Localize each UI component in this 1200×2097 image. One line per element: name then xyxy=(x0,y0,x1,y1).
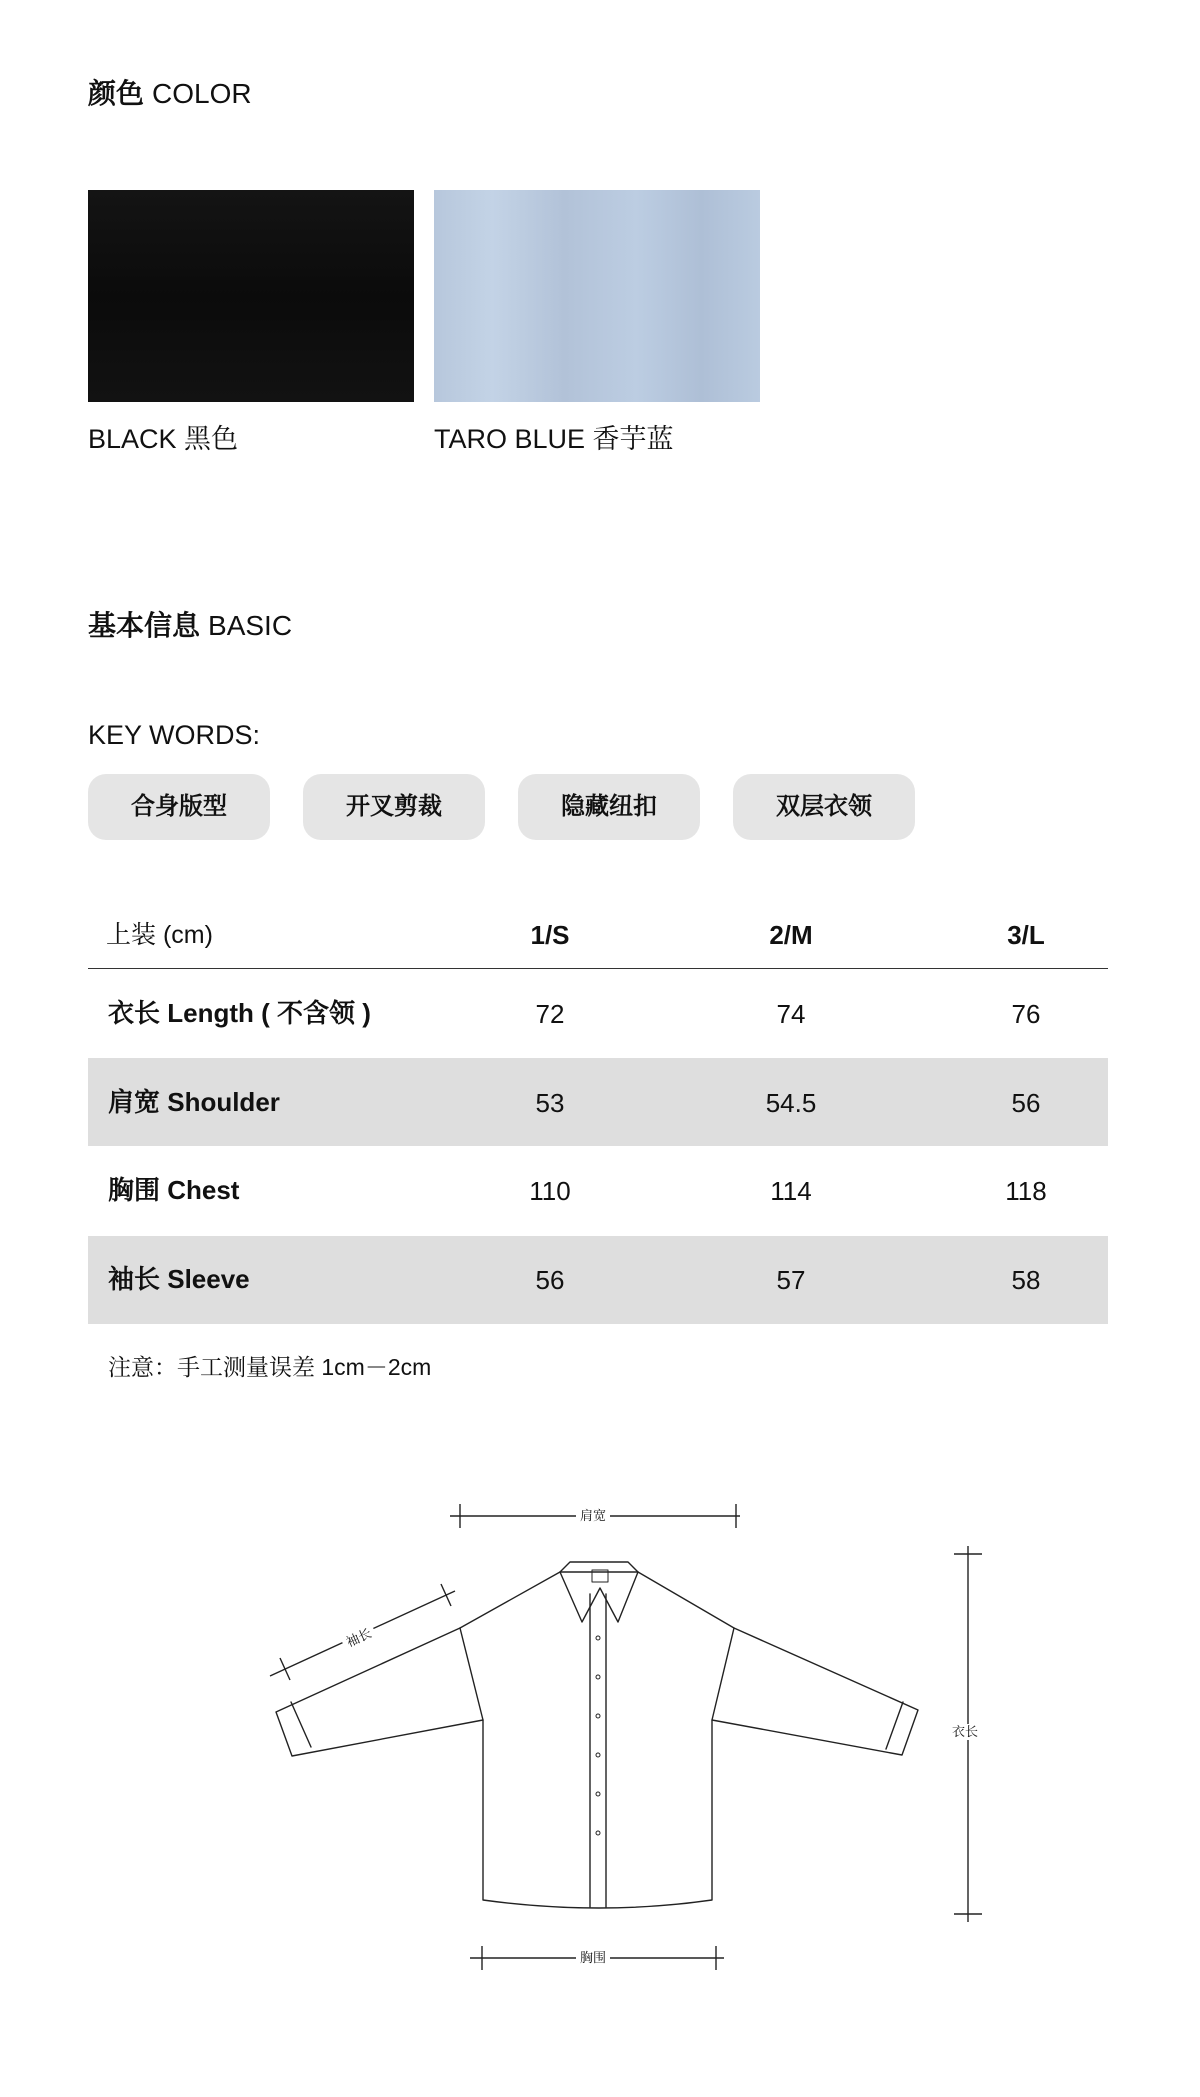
row-value: 110 xyxy=(529,1176,571,1206)
keyword-pill: 开叉剪裁 xyxy=(303,774,485,840)
keyword-pill: 双层衣领 xyxy=(733,774,915,840)
shirt-measurement-diagram xyxy=(0,1470,1200,1990)
row-value: 114 xyxy=(770,1176,812,1206)
row-value: 57 xyxy=(776,1265,806,1295)
shirt-body-outline xyxy=(460,1572,734,1908)
swatch-black[interactable] xyxy=(88,190,414,402)
row-label: 袖长 Sleeve xyxy=(108,1264,250,1294)
row-value: 76 xyxy=(1011,999,1041,1029)
row-value: 118 xyxy=(1005,1176,1047,1206)
table-header-rule xyxy=(88,968,1108,969)
measurement-note: 注意：手工测量误差 1cm－2cm xyxy=(108,1354,432,1380)
table-header-label: 上装 (cm) xyxy=(106,921,213,949)
keyword-pill: 隐藏纽扣 xyxy=(518,774,700,840)
length-label: 衣长 xyxy=(948,1724,982,1740)
row-label: 肩宽 Shoulder xyxy=(108,1087,280,1117)
shoulder-label: 肩宽 xyxy=(576,1508,610,1524)
table-header-size: 1/S xyxy=(530,920,570,950)
row-value: 58 xyxy=(1011,1265,1041,1295)
basic-title-en: BASIC xyxy=(208,610,293,641)
row-value: 56 xyxy=(535,1265,565,1295)
swatch-label-taro-blue: TARO BLUE 香芋蓝 xyxy=(434,424,674,454)
row-label: 衣长 Length ( 不含领 ) xyxy=(108,998,371,1028)
swatch-taro-blue[interactable] xyxy=(434,190,760,402)
color-section-title xyxy=(88,76,252,112)
keywords-heading: KEY WORDS: xyxy=(88,720,261,750)
shirt-right-sleeve xyxy=(712,1628,918,1755)
color-title-en: COLOR xyxy=(152,78,252,109)
basic-section-title xyxy=(88,608,292,644)
swatch-label-black: BLACK 黑色 xyxy=(88,424,239,454)
row-value: 54.5 xyxy=(765,1088,817,1118)
row-value: 72 xyxy=(535,999,565,1029)
row-value: 74 xyxy=(776,999,806,1029)
row-label: 胸围 Chest xyxy=(108,1175,240,1205)
table-header-size: 2/M xyxy=(769,920,813,950)
row-value: 56 xyxy=(1011,1088,1041,1118)
chest-label: 胸围 xyxy=(576,1950,610,1966)
row-value: 53 xyxy=(535,1088,565,1118)
color-title-cn: 颜色 xyxy=(88,78,145,109)
basic-title-cn: 基本信息 xyxy=(88,610,201,641)
keyword-pill: 合身版型 xyxy=(88,774,270,840)
sleeve-label: 袖长 xyxy=(340,1624,378,1652)
shirt-buttons xyxy=(596,1636,600,1835)
table-header-size: 3/L xyxy=(1007,920,1045,950)
